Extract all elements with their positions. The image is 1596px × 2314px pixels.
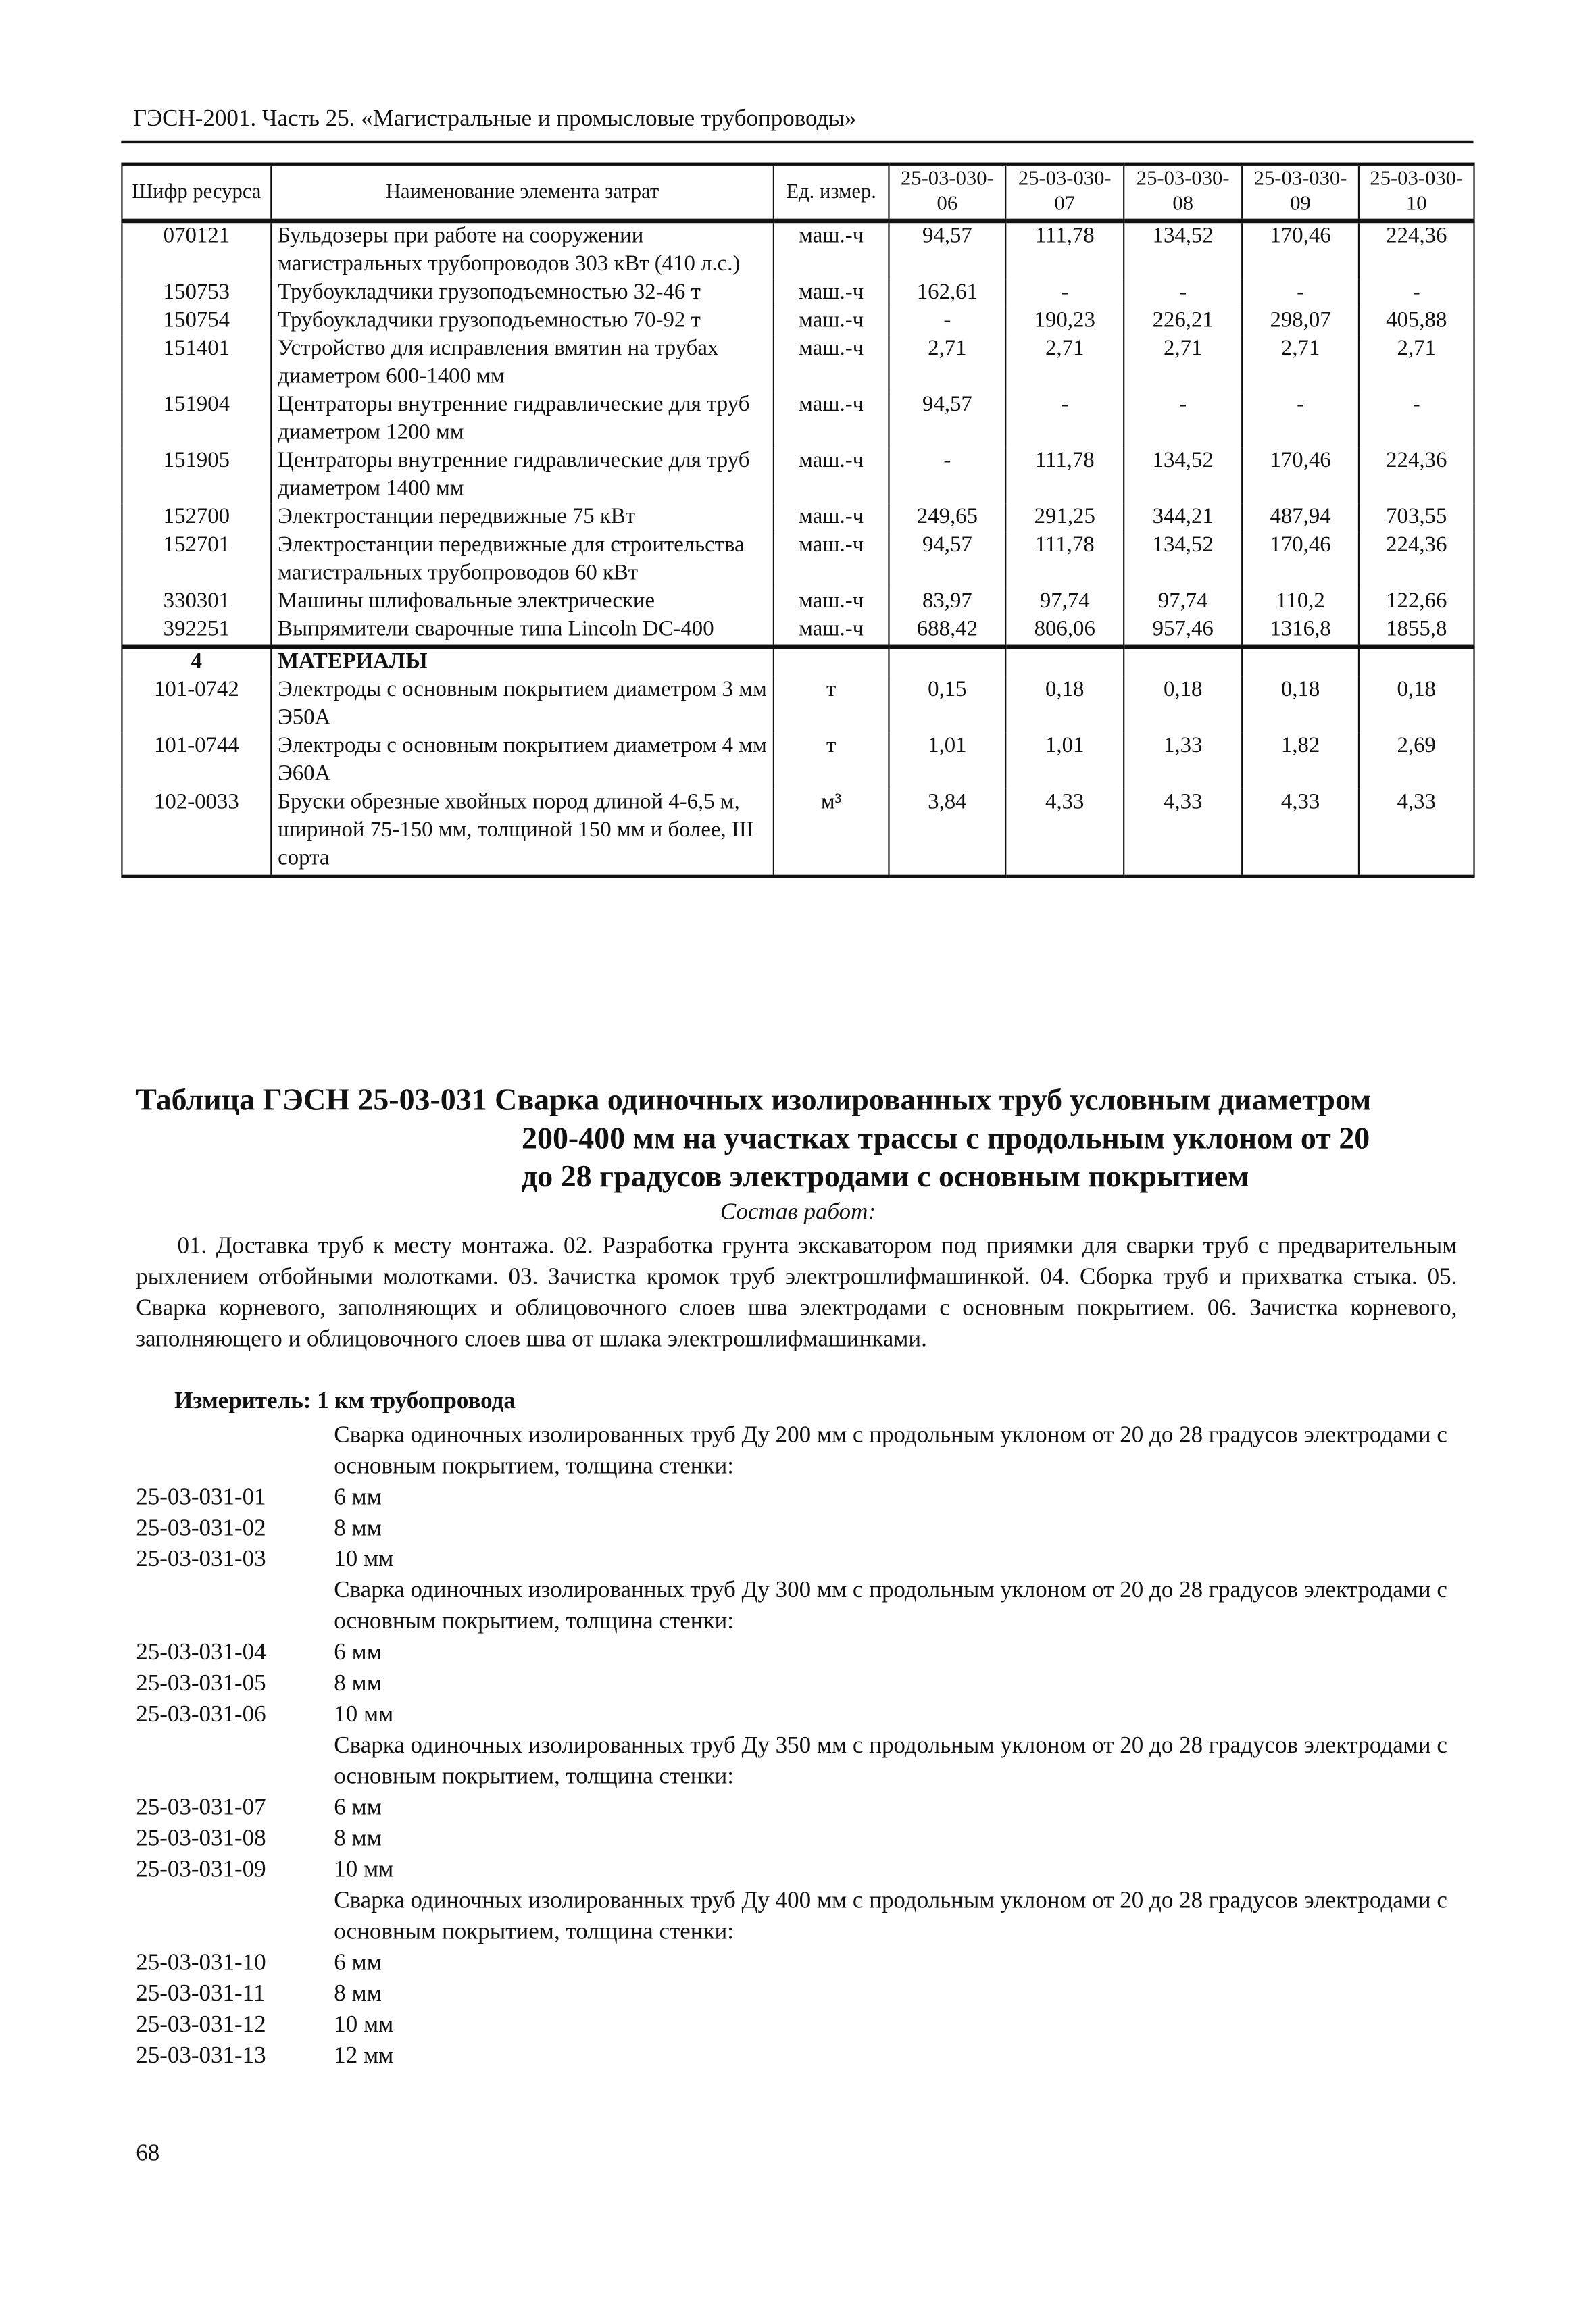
norm-thickness: 8 мм <box>334 1981 382 2007</box>
table-cell: 0,18 <box>1005 677 1124 733</box>
table-cell: 152700 <box>122 504 271 532</box>
table-cell: 298,07 <box>1242 307 1359 336</box>
table-cell: - <box>1124 392 1242 448</box>
table-cell: 2,71 <box>1005 335 1124 391</box>
table-cell: 226,21 <box>1124 307 1242 336</box>
norm-item <box>136 1637 1466 1668</box>
group-heading <box>136 1886 1466 1948</box>
table-cell: 151401 <box>122 335 271 391</box>
table-cell: 94,57 <box>889 221 1005 279</box>
title-line: Таблица ГЭСН 25-03-031 Сварка одиночных изолированных труб условным диаметром <box>136 1081 1372 1117</box>
norm-thickness: 10 мм <box>334 2012 394 2038</box>
table-cell: 4,33 <box>1359 789 1474 876</box>
table-cell: Электростанции передвижные 75 кВт <box>271 504 774 532</box>
norm-item <box>136 1513 1466 1544</box>
table-cell: маш.-ч <box>774 221 889 279</box>
table-cell <box>889 647 1005 677</box>
table-row <box>122 532 1474 588</box>
table-cell: 0,18 <box>1242 677 1359 733</box>
norm-item <box>136 1482 1466 1513</box>
norm-item <box>136 1544 1466 1575</box>
norm-list <box>136 1420 1466 2071</box>
table-cell: 150753 <box>122 279 271 307</box>
title-line: 200-400 мм на участках трассы с продольным уклоном от 20 <box>522 1120 1370 1156</box>
table-cell: 170,46 <box>1242 448 1359 504</box>
norm-code: 25-03-031-05 <box>136 1671 266 1696</box>
table-cell: 688,42 <box>889 616 1005 647</box>
column-header: 25-03-030-09 <box>1242 164 1359 221</box>
norm-thickness: 6 мм <box>334 1640 382 1665</box>
norm-thickness: 8 мм <box>334 1826 382 1852</box>
section-row <box>122 647 1474 677</box>
group-heading <box>136 1575 1466 1637</box>
group-heading-text: Сварка одиночных изолированных труб Ду 200 мм с продольным уклоном от 20 до 28 градусов электродами с основным покрытием, толщина стенки: <box>334 1423 1447 1480</box>
table-cell: - <box>889 448 1005 504</box>
table-header-row <box>122 164 1474 221</box>
resource-table <box>121 163 1474 878</box>
table-cell: 703,55 <box>1359 504 1474 532</box>
table-cell: Машины шлифовальные электрические <box>271 588 774 616</box>
table-cell: Устройство для исправления вмятин на трубах диаметром 600-1400 мм <box>271 335 774 391</box>
table-row <box>122 789 1474 876</box>
table-cell: - <box>1359 392 1474 448</box>
table-cell <box>1005 647 1124 677</box>
table-row <box>122 677 1474 733</box>
norm-code: 25-03-031-04 <box>136 1640 266 1665</box>
table-cell: 2,71 <box>889 335 1005 391</box>
table-cell: Электроды с основным покрытием диаметром 4 мм Э60А <box>271 733 774 789</box>
table-cell <box>1124 647 1242 677</box>
table-cell: - <box>1005 392 1124 448</box>
table-cell: 111,78 <box>1005 221 1124 279</box>
group-heading <box>136 1730 1466 1792</box>
table-cell: т <box>774 677 889 733</box>
table-cell: 070121 <box>122 221 271 279</box>
norm-code: 25-03-031-06 <box>136 1702 266 1728</box>
table-cell: 1,01 <box>889 733 1005 789</box>
norm-item <box>136 1699 1466 1730</box>
table-row <box>122 616 1474 647</box>
table-cell: 0,18 <box>1359 677 1474 733</box>
column-header: Наименование элемента затрат <box>271 164 774 221</box>
table-cell: 111,78 <box>1005 532 1124 588</box>
table-row <box>122 588 1474 616</box>
table-cell: 2,71 <box>1242 335 1359 391</box>
column-header: 25-03-030-06 <box>889 164 1005 221</box>
table-cell: 392251 <box>122 616 271 647</box>
table-cell: Центраторы внутренние гидравлические для труб диаметром 1200 мм <box>271 392 774 448</box>
table-cell: 224,36 <box>1359 221 1474 279</box>
norm-item <box>136 2009 1466 2040</box>
table-cell: - <box>1359 279 1474 307</box>
column-header: Ед. измер. <box>774 164 889 221</box>
table-row <box>122 221 1474 279</box>
table-cell: 111,78 <box>1005 448 1124 504</box>
table-cell: 170,46 <box>1242 221 1359 279</box>
norm-code: 25-03-031-02 <box>136 1515 266 1542</box>
norm-item <box>136 1792 1466 1823</box>
column-header: 25-03-030-07 <box>1005 164 1124 221</box>
spacer <box>136 1420 334 1482</box>
table-cell: маш.-ч <box>774 335 889 391</box>
spacer <box>136 1575 334 1637</box>
spacer <box>136 1730 334 1792</box>
table-cell: 110,2 <box>1242 588 1359 616</box>
table-cell: 97,74 <box>1005 588 1124 616</box>
table-cell: 83,97 <box>889 588 1005 616</box>
norm-code: 25-03-031-07 <box>136 1795 266 1821</box>
table-cell: 1316,8 <box>1242 616 1359 647</box>
table-cell: 162,61 <box>889 279 1005 307</box>
table-cell: 487,94 <box>1242 504 1359 532</box>
table-cell: 0,15 <box>889 677 1005 733</box>
table-cell: маш.-ч <box>774 448 889 504</box>
table-cell: 134,52 <box>1124 532 1242 588</box>
table-cell: 1855,8 <box>1359 616 1474 647</box>
group-heading-text: Сварка одиночных изолированных труб Ду 400 мм с продольным уклоном от 20 до 28 градусов электродами с основным покрытием, толщина стенки: <box>334 1888 1447 1945</box>
table-cell: - <box>1242 392 1359 448</box>
table-cell: маш.-ч <box>774 532 889 588</box>
table-cell: 249,65 <box>889 504 1005 532</box>
norm-code: 25-03-031-12 <box>136 2012 266 2038</box>
norm-item <box>136 2040 1466 2071</box>
table-row <box>122 504 1474 532</box>
norm-thickness: 6 мм <box>334 1950 382 1976</box>
running-header: ГЭСН-2001. Часть 25. «Магистральные и промысловые трубопроводы» <box>132 106 857 132</box>
title-line: до 28 градусов электродами с основным покрытием <box>522 1158 1249 1194</box>
table-cell: маш.-ч <box>774 307 889 336</box>
group-heading <box>136 1420 1466 1482</box>
norm-item <box>136 1978 1466 2009</box>
table-cell: 2,71 <box>1124 335 1242 391</box>
norm-code: 25-03-031-08 <box>136 1826 266 1852</box>
column-header: 25-03-030-08 <box>1124 164 1242 221</box>
table-row <box>122 279 1474 307</box>
table-cell: 2,69 <box>1359 733 1474 789</box>
table-cell: 150754 <box>122 307 271 336</box>
table-cell: 224,36 <box>1359 532 1474 588</box>
norm-item <box>136 1855 1466 1886</box>
norm-code: 25-03-031-03 <box>136 1546 266 1572</box>
table-cell: Выпрямители сварочные типа Lincoln DC-400 <box>271 616 774 647</box>
table-cell: 330301 <box>122 588 271 616</box>
norm-item <box>136 1823 1466 1855</box>
measure-unit: Измеритель: 1 км трубопровода <box>174 1388 516 1414</box>
table-cell: 4,33 <box>1124 789 1242 876</box>
header-rule <box>121 141 1473 143</box>
table-cell: 170,46 <box>1242 532 1359 588</box>
spacer <box>136 1886 334 1948</box>
table-cell: м³ <box>774 789 889 876</box>
table-cell <box>1242 647 1359 677</box>
norm-code: 25-03-031-10 <box>136 1950 266 1976</box>
norm-code: 25-03-031-09 <box>136 1857 266 1883</box>
table-cell: 94,57 <box>889 392 1005 448</box>
table-cell: 405,88 <box>1359 307 1474 336</box>
norm-thickness: 6 мм <box>334 1795 382 1821</box>
norm-item <box>136 1947 1466 1978</box>
table-cell: 3,84 <box>889 789 1005 876</box>
table-cell: Бульдозеры при работе на сооружении магистральных трубопроводов 303 кВт (410 л.с.) <box>271 221 774 279</box>
table-cell: 224,36 <box>1359 448 1474 504</box>
column-header: 25-03-030-10 <box>1359 164 1474 221</box>
table-cell: 151904 <box>122 392 271 448</box>
table-cell: 957,46 <box>1124 616 1242 647</box>
table-row <box>122 733 1474 789</box>
table-cell: 134,52 <box>1124 448 1242 504</box>
table-cell: Электростанции передвижные для строительства магистральных трубопроводов 60 кВт <box>271 532 774 588</box>
table-row <box>122 392 1474 448</box>
norm-code: 25-03-031-01 <box>136 1484 266 1511</box>
table-cell: - <box>1005 279 1124 307</box>
table-cell: 806,06 <box>1005 616 1124 647</box>
table-cell: маш.-ч <box>774 504 889 532</box>
table-cell: 152701 <box>122 532 271 588</box>
table-cell: 344,21 <box>1124 504 1242 532</box>
table-cell: Трубоукладчики грузоподъемностью 32-46 т <box>271 279 774 307</box>
table-cell: 4,33 <box>1242 789 1359 876</box>
table-cell: 1,33 <box>1124 733 1242 789</box>
page-number: 68 <box>136 2140 160 2167</box>
table-cell: 94,57 <box>889 532 1005 588</box>
norm-thickness: 10 мм <box>334 1546 394 1572</box>
table-row <box>122 448 1474 504</box>
table-cell: маш.-ч <box>774 616 889 647</box>
norm-thickness: 10 мм <box>334 1857 394 1883</box>
table-cell: 97,74 <box>1124 588 1242 616</box>
table-cell: - <box>889 307 1005 336</box>
column-header: Шифр ресурса <box>122 164 271 221</box>
table-title <box>136 1080 1466 1196</box>
table-cell: 102-0033 <box>122 789 271 876</box>
norm-code: 25-03-031-13 <box>136 2043 266 2069</box>
norm-thickness: 8 мм <box>334 1671 382 1696</box>
table-cell: - <box>1242 279 1359 307</box>
table-cell: 1,01 <box>1005 733 1124 789</box>
table-cell: 4,33 <box>1005 789 1124 876</box>
table-cell: 101-0744 <box>122 733 271 789</box>
table-cell: 101-0742 <box>122 677 271 733</box>
table-cell: 291,25 <box>1005 504 1124 532</box>
norm-item <box>136 1668 1466 1699</box>
table-cell: 1,82 <box>1242 733 1359 789</box>
table-cell: маш.-ч <box>774 392 889 448</box>
table-cell: 2,71 <box>1359 335 1474 391</box>
table-cell: маш.-ч <box>774 279 889 307</box>
table-row <box>122 307 1474 336</box>
group-heading-text: Сварка одиночных изолированных труб Ду 350 мм с продольным уклоном от 20 до 28 градусов электродами с основным покрытием, толщина стенки: <box>334 1733 1447 1790</box>
table-cell: 151905 <box>122 448 271 504</box>
norm-code: 25-03-031-11 <box>136 1981 266 2007</box>
table-cell: т <box>774 733 889 789</box>
table-cell: 190,23 <box>1005 307 1124 336</box>
table-row <box>122 335 1474 391</box>
table-cell: 122,66 <box>1359 588 1474 616</box>
work-composition-text: 01. Доставка труб к месту монтажа. 02. Разработка грунта экскаватором под приямки для сварки труб с предварительным рыхлением отбойными молотками. 03. Зачистка кромок труб электрошлифмашинкой. 04. Сборка труб и прихватка стыка. 05. Сварка корневого, заполняющих и облицовочного слоев шва электродами с основным покрытием. 06. Зачистка корневого, заполняющего и облицовочного слоев шва от шлака электрошлифмашинками. <box>136 1234 1457 1353</box>
group-heading-text: Сварка одиночных изолированных труб Ду 300 мм с продольным уклоном от 20 до 28 градусов электродами с основным покрытием, толщина стенки: <box>334 1578 1447 1634</box>
table-cell <box>774 647 889 677</box>
table-cell: маш.-ч <box>774 588 889 616</box>
work-composition-heading: Состав работ: <box>720 1199 876 1226</box>
table-cell: Центраторы внутренние гидравлические для труб диаметром 1400 мм <box>271 448 774 504</box>
table-cell: - <box>1124 279 1242 307</box>
norm-thickness: 12 мм <box>334 2043 394 2069</box>
section-code: 4 <box>122 647 271 677</box>
norm-thickness: 10 мм <box>334 1702 394 1728</box>
table-cell: Трубоукладчики грузоподъемностью 70-92 т <box>271 307 774 336</box>
table-cell: 134,52 <box>1124 221 1242 279</box>
norm-thickness: 6 мм <box>334 1484 382 1511</box>
table-cell <box>1359 647 1474 677</box>
table-cell: 0,18 <box>1124 677 1242 733</box>
table-cell: Электроды с основным покрытием диаметром 3 мм Э50А <box>271 677 774 733</box>
section-label: МАТЕРИАЛЫ <box>271 647 774 677</box>
table-cell: Бруски обрезные хвойных пород длиной 4-6,5 м, шириной 75-150 мм, толщиной 150 мм и более, III сорта <box>271 789 774 876</box>
norm-thickness: 8 мм <box>334 1515 382 1542</box>
